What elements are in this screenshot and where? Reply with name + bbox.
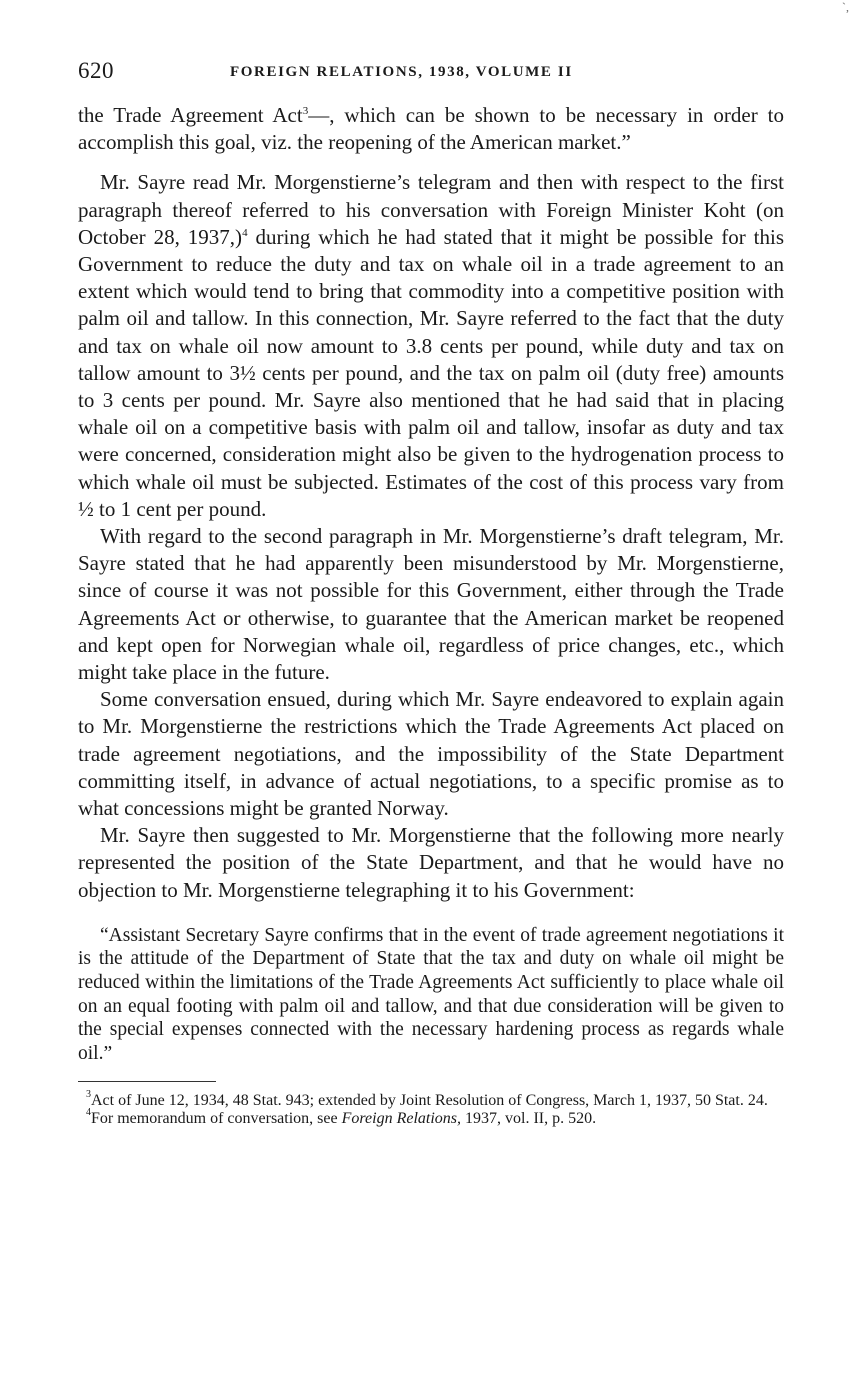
footnote-italic-title: Foreign Relations, [341, 1110, 461, 1128]
body-text [78, 102, 784, 904]
footnote-text: Act of June 12, 1934, 48 Stat. 943; extended by Joint Resolution of Congress, March 1, 1937, 50 Stat. 24. [91, 1092, 768, 1110]
paragraph-text: the Trade Agreement Act [78, 103, 303, 127]
footnote-marker: 3 [86, 1089, 91, 1101]
block-quote: “Assistant Secretary Sayre confirms that in the event of trade agreement negotiations it is the attitude of the Department of State that the tax and duty on whale oil might be reduced within the limitations of the Trade Agreements Act sufficiently to place whale oil on an equal footing with palm oil and tallow, and that due consideration will be given to the special expenses connected with the necessary hardening process as regards whale oil.” [78, 924, 784, 1064]
footnote-reference: 3 [302, 105, 309, 117]
paragraph-continued [78, 102, 784, 156]
paragraph-suggestion: Mr. Sayre then suggested to Mr. Morgenstierne that the following more nearly represented the position of the State Department, and that he would have no objection to Mr. Morgenstierne telegraphing it to his Government: [78, 823, 784, 902]
paragraph-second: With regard to the second paragraph in Mr. Morgenstierne’s draft telegram, Mr. Sayre stated that he had apparently been misunderstood by Mr. Morgenstierne, since of course it was not possible for this Government, either through the Trade Agreements Act or otherwise, to guarantee that the American market be reopened and kept open for Norwegian whale oil, regardless of price changes, etc., which might take place in the future. [78, 524, 784, 685]
paragraph-conversation: Some conversation ensued, during which Mr. Sayre endeavored to explain again to Mr. Morgenstierne the restrictions which the Trade Agreements Act placed on trade agreement negotiations, and the impossibility of the State Department committing itself, in advance of actual negotiations, to a specific promise as to what concessions might be granted Norway. [78, 687, 784, 821]
footnote-divider [78, 1081, 216, 1082]
header-title: FOREIGN RELATIONS, 1938, VOLUME II [230, 64, 573, 80]
footnote-reference: 4 [242, 226, 248, 239]
paragraph-text: —, which can be shown to be necessary in order to accomplish this goal, viz. the reopening of the American market.” [78, 103, 785, 155]
footnote-3 [78, 1089, 784, 1110]
paragraph-sayre-reply [78, 169, 784, 523]
footnotes [78, 1089, 784, 1128]
footnote-text: 1937, vol. II, p. 520. [461, 1110, 597, 1128]
footnote-4 [78, 1107, 784, 1128]
scan-mark: `, [842, 0, 849, 14]
paragraph-text: during which he had stated that it might be possible for this Government to reduce the duty and tax on whale oil in a trade agreement to an extent which would tend to bring that commodity into a competitive position with palm oil and tallow. In this connection, Mr. Sayre referred to the fact that the duty and tax on whale oil now amount to 3.8 cents per pound, while duty and tax on tallow amount to 3½ cents per pound, and the tax on palm oil (duty free) amounts to 3 cents per pound. Mr. Sayre also mentioned that he had said that in placing whale oil on a competitive basis with palm oil and tallow, insofar as duty and tax were concerned, consideration might also be given to the hydrogenation process to which whale oil must be subjected. Estimates of the cost of this process vary from ½ to 1 cent per pound. [78, 224, 784, 521]
document-page [78, 54, 784, 1128]
footnote-marker: 4 [86, 1107, 91, 1119]
running-header [78, 54, 784, 94]
footnote-text: For memorandum of conversation, see [91, 1110, 342, 1128]
paragraph-text: Mr. Sayre read Mr. Morgenstierne’s telegram and then with respect to the first paragraph thereof referred to his conversation with Foreign Minister Koht (on October 28, 1937,) [78, 170, 784, 249]
page-number: 620 [78, 58, 114, 83]
